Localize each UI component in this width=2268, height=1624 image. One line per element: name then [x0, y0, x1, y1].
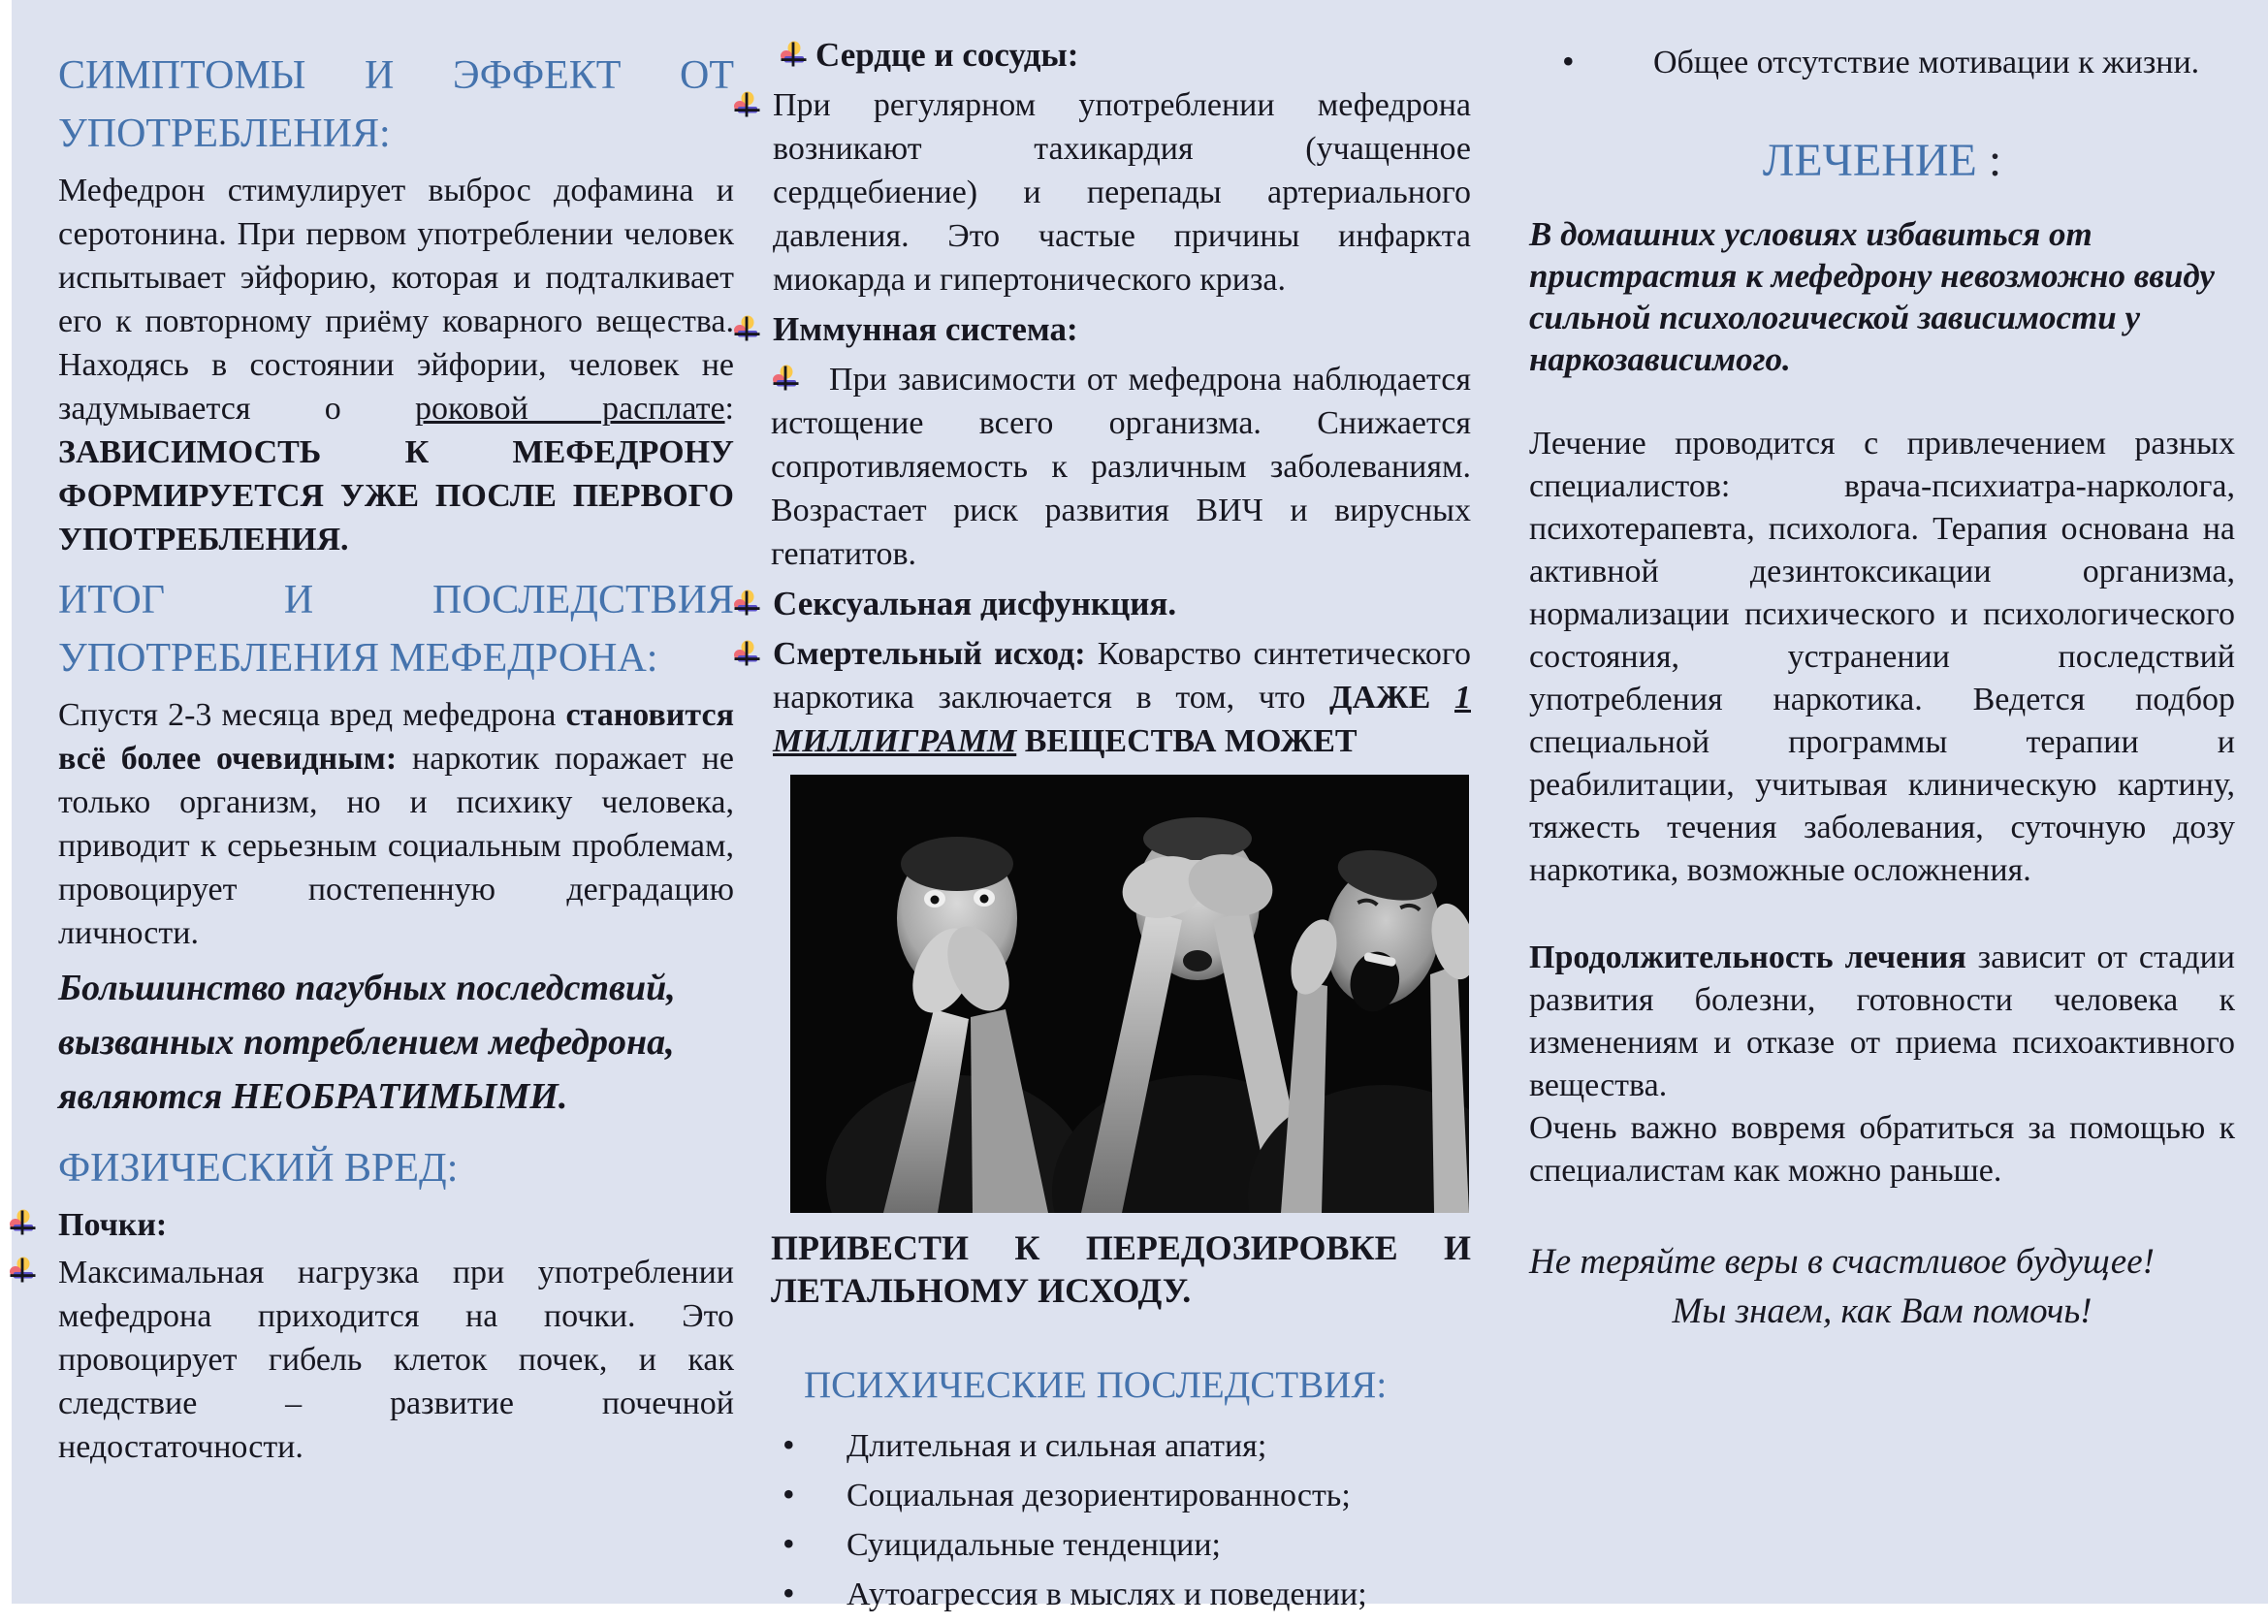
panel-symptoms	[58, 0, 734, 1473]
psych-consequences-list	[732, 1426, 1471, 1615]
dot-bullet-icon: •	[783, 1574, 795, 1612]
list-item-kidneys	[58, 1203, 734, 1247]
dart-bullet-icon	[732, 91, 761, 120]
list-item-autoaggression: • Аутоагрессия в мыслях и поведении;	[783, 1574, 1367, 1612]
organ-harm-list	[732, 33, 1471, 763]
one-milligram-underlined: 1 МИЛЛИГРАММ	[773, 680, 1471, 759]
seek-help-early: Очень важно вовремя обратиться за помощью к специалистам как можно раньше.	[1529, 1110, 2235, 1189]
kidneys-label: Почки:	[58, 1207, 168, 1243]
page-edge-strip	[0, 0, 12, 1604]
list-item-heart-text	[732, 83, 1471, 302]
dependence-warning-bold: ЗАВИСИМОСТЬ К МЕФЕДРОНУ ФОРМИРУЕТСЯ УЖЕ ПОСЛЕ ПЕРВОГО УПОТРЕБЛЕНИЯ.	[58, 434, 734, 557]
dart-bullet-icon	[732, 315, 761, 344]
kidneys-text: Максимальная нагрузка при употреблении мефедрона приходится на почки. Это провоцирует гибель клеток почек, и как следствие – развитие почечной недостаточности.	[58, 1255, 734, 1465]
dart-bullet-icon	[8, 1257, 37, 1286]
treatment-description: Лечение проводится с привлечением разных специалистов: врача-психиатра-нарколога, психотерапевта, психолога. Терапия основана на активной дезинтоксикации организма, нормализации психического и психологического состояния, устранении последствий употребления наркотика. Ведется подбор специальной программы терапии и реабилитации, учитывая клиническую картину, тяжесть течения заболевания, суточную дозу наркотика, возможные осложнения.	[1529, 426, 2235, 888]
physical-harm-list	[58, 1203, 734, 1469]
symptoms-header: СИМПТОМЫ И ЭФФЕКТ ОТ УПОТРЕБЛЕНИЯ:	[58, 53, 734, 156]
dart-bullet-icon	[779, 41, 808, 70]
immune-text: При зависимости от мефедрона наблюдается истощение всего организма. Снижается сопротивляемость к различным заболеваниям. Возрастает риск развития ВИЧ и вирусных гепатитов.	[771, 362, 1471, 572]
dot-bullet-icon: •	[783, 1475, 795, 1513]
list-item-heart	[732, 33, 1471, 78]
list-item-suicidal: • Суицидальные тенденции;	[783, 1524, 1221, 1563]
list-item-no-motivation: • Общее отсутствие мотивации к жизни.	[1562, 42, 2200, 80]
treatment-intro: В домашних условиях избавиться от пристрастия к мефедрону невозможно ввиду сильной психологической зависимости у наркозависимого.	[1529, 215, 2215, 378]
physical-harm-header: ФИЗИЧЕСКИЙ ВРЕД:	[58, 1146, 459, 1191]
dart-bullet-icon	[771, 362, 800, 391]
panel-treatment	[1529, 0, 2235, 1336]
consequences-paragraph: Спустя 2-3 месяца вред мефедрона становится всё более очевидным: наркотик поражает не только организм, но и психику человека, приводит к серьезным социальным проблемам, провоцирует постепенную деградацию личности.	[58, 697, 734, 951]
hope-message: Не теряйте веры в счастливое будущее!	[1529, 1242, 2155, 1282]
panel-harm-details	[732, 0, 1471, 1624]
three-men-photo	[790, 775, 1469, 1213]
fatal-price-underlined: роковой расплате	[415, 391, 725, 427]
sexual-label: Сексуальная дисфункция.	[773, 585, 1177, 622]
psych-consequences-header: ПСИХИЧЕСКИЕ ПОСЛЕДСТВИЯ:	[804, 1364, 1388, 1406]
heart-text: При регулярном употреблении мефедрона возникают тахикардия (учащенное сердцебиение) и перепады артериального давления. Это частые причины инфаркта миокарда и гипертонического криза.	[773, 87, 1471, 298]
symptoms-text: Мефедрон стимулирует выброс дофамина и серотонина. При первом употреблении человек испытывает эйфорию, которая и подталкивает его к повторному приёму коварного вещества. Находясь в состоянии эйфории, человек не задумывается о	[58, 173, 734, 427]
we-can-help-message: Мы знаем, как Вам помочь!	[1672, 1291, 2092, 1331]
irreversible-statement: Большинство пагубных последствий, вызванных потреблением мефедрона, являются НЕОБРАТИМЫМИ.	[58, 968, 676, 1117]
death-text: Смертельный исход: Коварство синтетического наркотика заключается в том, что ДАЖЕ 1 МИЛЛИГРАММ ВЕЩЕСТВА МОЖЕТ	[773, 636, 1471, 759]
list-item-immune-text	[732, 358, 1471, 576]
consequences-header: ИТОГ И ПОСЛЕДСТВИЯ УПОТРЕБЛЕНИЯ МЕФЕДРОНА:	[58, 578, 734, 681]
heart-label: Сердце и сосуды:	[815, 36, 1079, 74]
list-item-kidneys-text	[58, 1251, 734, 1469]
list-item-disorientation: • Социальная дезориентированность;	[783, 1475, 1351, 1513]
treatment-duration: Продолжительность лечения зависит от стадии развития болезни, готовности человека к изменениям и отказе от приема психоактивного вещества.	[1529, 939, 2235, 1103]
list-item-immune	[732, 307, 1471, 352]
dot-bullet-icon: •	[783, 1524, 795, 1563]
list-item-sexual	[732, 582, 1471, 626]
dart-bullet-icon	[732, 640, 761, 669]
treatment-header: ЛЕЧЕНИЕ :	[1762, 135, 2002, 186]
symptoms-paragraph: Мефедрон стимулирует выброс дофамина и серотонина. При первом употреблении человек испытывает эйфорию, которая и подталкивает его к повторному приёму коварного вещества. Находясь в состоянии эйфории, человек не задумывается о роковой расплате: ЗАВИСИМОСТЬ К МЕФЕДРОНУ ФОРМИРУЕТСЯ УЖЕ ПОСЛЕ ПЕРВОГО УПОТРЕБЛЕНИЯ.	[58, 173, 734, 557]
dot-bullet-icon: •	[783, 1425, 795, 1464]
immune-label: Иммунная система:	[773, 310, 1078, 348]
list-item-death	[732, 632, 1471, 763]
photo-caption: ПРИВЕСТИ К ПЕРЕДОЗИРОВКЕ И ЛЕТАЛЬНОМУ ИСХОДУ.	[771, 1228, 1471, 1310]
list-item-apathy: • Длительная и сильная апатия;	[783, 1425, 1267, 1464]
dart-bullet-icon	[732, 589, 761, 619]
dot-bullet-icon: •	[1562, 42, 1575, 80]
dart-bullet-icon	[8, 1209, 37, 1238]
